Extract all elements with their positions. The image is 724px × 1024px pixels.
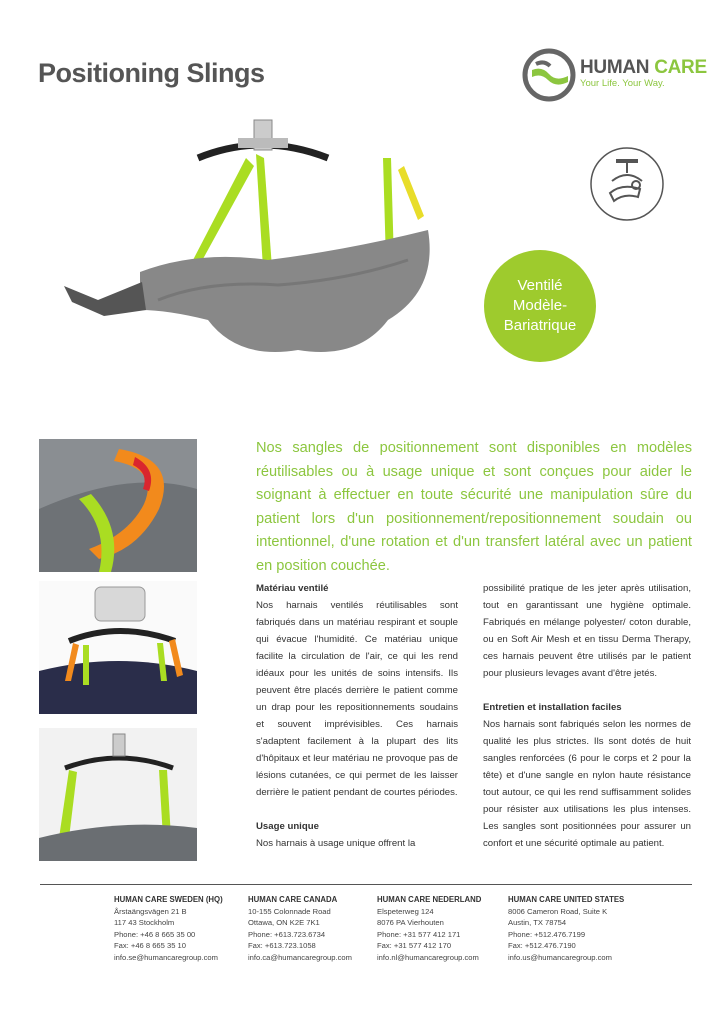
email-link[interactable]: info.nl@humancaregroup.com bbox=[377, 952, 479, 962]
sling-strap-closeup-photo bbox=[39, 439, 197, 572]
lift-with-sling-photo bbox=[39, 581, 197, 714]
paragraph-easy-care: Nos harnais sont fabriqués selon les normes de qualité les plus strictes. Ils sont dotés de huit sangles renforcées (6 pour le corps et 2 pour la tête) et d'une sangle en nylon haute résistance tout autour, ce qui les rend suffisamment solides pour résister aux utilisations les plus intenses. Les sangles sont positionnées pour assurer un confort et une sécurité optimale au patient. bbox=[483, 719, 691, 849]
email-link[interactable]: info.se@humancaregroup.com bbox=[114, 952, 218, 962]
paragraph-single-use: Nos harnais à usage unique offrent la bbox=[256, 838, 416, 849]
badge-line-3: Bariatrique bbox=[503, 317, 577, 334]
logo-tagline: Your Life. Your Way. bbox=[580, 78, 665, 89]
text-column-1 bbox=[256, 580, 458, 852]
badge-line-1: Ventilé bbox=[517, 277, 563, 294]
email-link[interactable]: info.us@humancaregroup.com bbox=[508, 952, 612, 962]
heading-ventilated-material: Matériau ventilé bbox=[256, 583, 329, 594]
footer-office-canada: HUMAN CARE CANADA 10-155 Colonnade Road Ottawa, ON K2E 7K1 Phone: +613.723.6734 Fax: +613.723.1058 info.ca@humancaregroup.com bbox=[248, 895, 352, 962]
paragraph-ventilated-material: Nos harnais ventilés réutilisables sont fabriqués dans un matériau respirant et souple qui évacue l'humidité. Ce matériau unique facilite la circulation de l'air, ce qui les rend idéaux pour les unités de soins intensifs. Ils peuvent être placés derrière le patient comme un drap pour les repositionnements soudains et souvent imprévisibles. Ces harnais s'adaptent facilement à la plupart des lits d'hôpitaux et leur matériau ne provoque pas de lésions cutanées, ce qui permet de les laisser derrière le patient pendant de courtes périodes. bbox=[256, 600, 458, 798]
heading-easy-care: Entretien et installation faciles bbox=[483, 702, 622, 713]
logo-name: HUMAN CARE bbox=[580, 57, 707, 78]
page-title: Positioning Slings bbox=[38, 58, 265, 88]
bariatric-sling-photo bbox=[58, 110, 458, 420]
paragraph-single-use-cont: possibilité pratique de les jeter après utilisation, tout en garantissant une hygiène optimale. Fabriqués en mélange polyester/ coton durable, ou en Soft Air Mesh et en tissu Derma Therapy, ces harnais peuvent être utilisés par le patient pour plusieurs levages avant d'être jetés. bbox=[483, 583, 691, 679]
badge-line-2: Modèle- bbox=[512, 297, 568, 314]
ventilated-bariatric-badge bbox=[484, 250, 596, 362]
patient-lift-icon bbox=[588, 145, 666, 223]
sling-hanger-photo bbox=[39, 728, 197, 861]
human-care-logo-icon bbox=[522, 48, 576, 102]
footer-divider bbox=[40, 884, 692, 885]
footer-office-sweden: HUMAN CARE SWEDEN (HQ) Årstaängsvägen 21 B 117 43 Stockholm Phone: +46 8 665 35 00 Fax: +46 8 665 35 10 info.se@humancaregroup.com bbox=[114, 895, 223, 962]
intro-paragraph: Nos sangles de positionnement sont disponibles en modèles réutilisables ou à usage unique et sont conçues pour aider le soignant à effectuer en toute sécurité une manipulation sûre du patient lors d'un positionnement/repositionnement soudain ou intentionnel, d'une rotation et d'un transfert latéral avec un patient en position couchée. bbox=[256, 440, 692, 574]
email-link[interactable]: info.ca@humancaregroup.com bbox=[248, 952, 352, 962]
heading-single-use: Usage unique bbox=[256, 821, 319, 832]
footer-office-nederland: HUMAN CARE NEDERLAND Elspeterweg 124 8076 PA Vierhouten Phone: +31 577 412 171 Fax: +31 577 412 170 info.nl@humancaregroup.com bbox=[377, 895, 482, 962]
footer-office-united-states: HUMAN CARE UNITED STATES 8006 Cameron Road, Suite K Austin, TX 78754 Phone: +512.476.7199 Fax: +512.476.7190 info.us@humancaregroup.com bbox=[508, 895, 625, 962]
text-column-2 bbox=[483, 580, 691, 852]
